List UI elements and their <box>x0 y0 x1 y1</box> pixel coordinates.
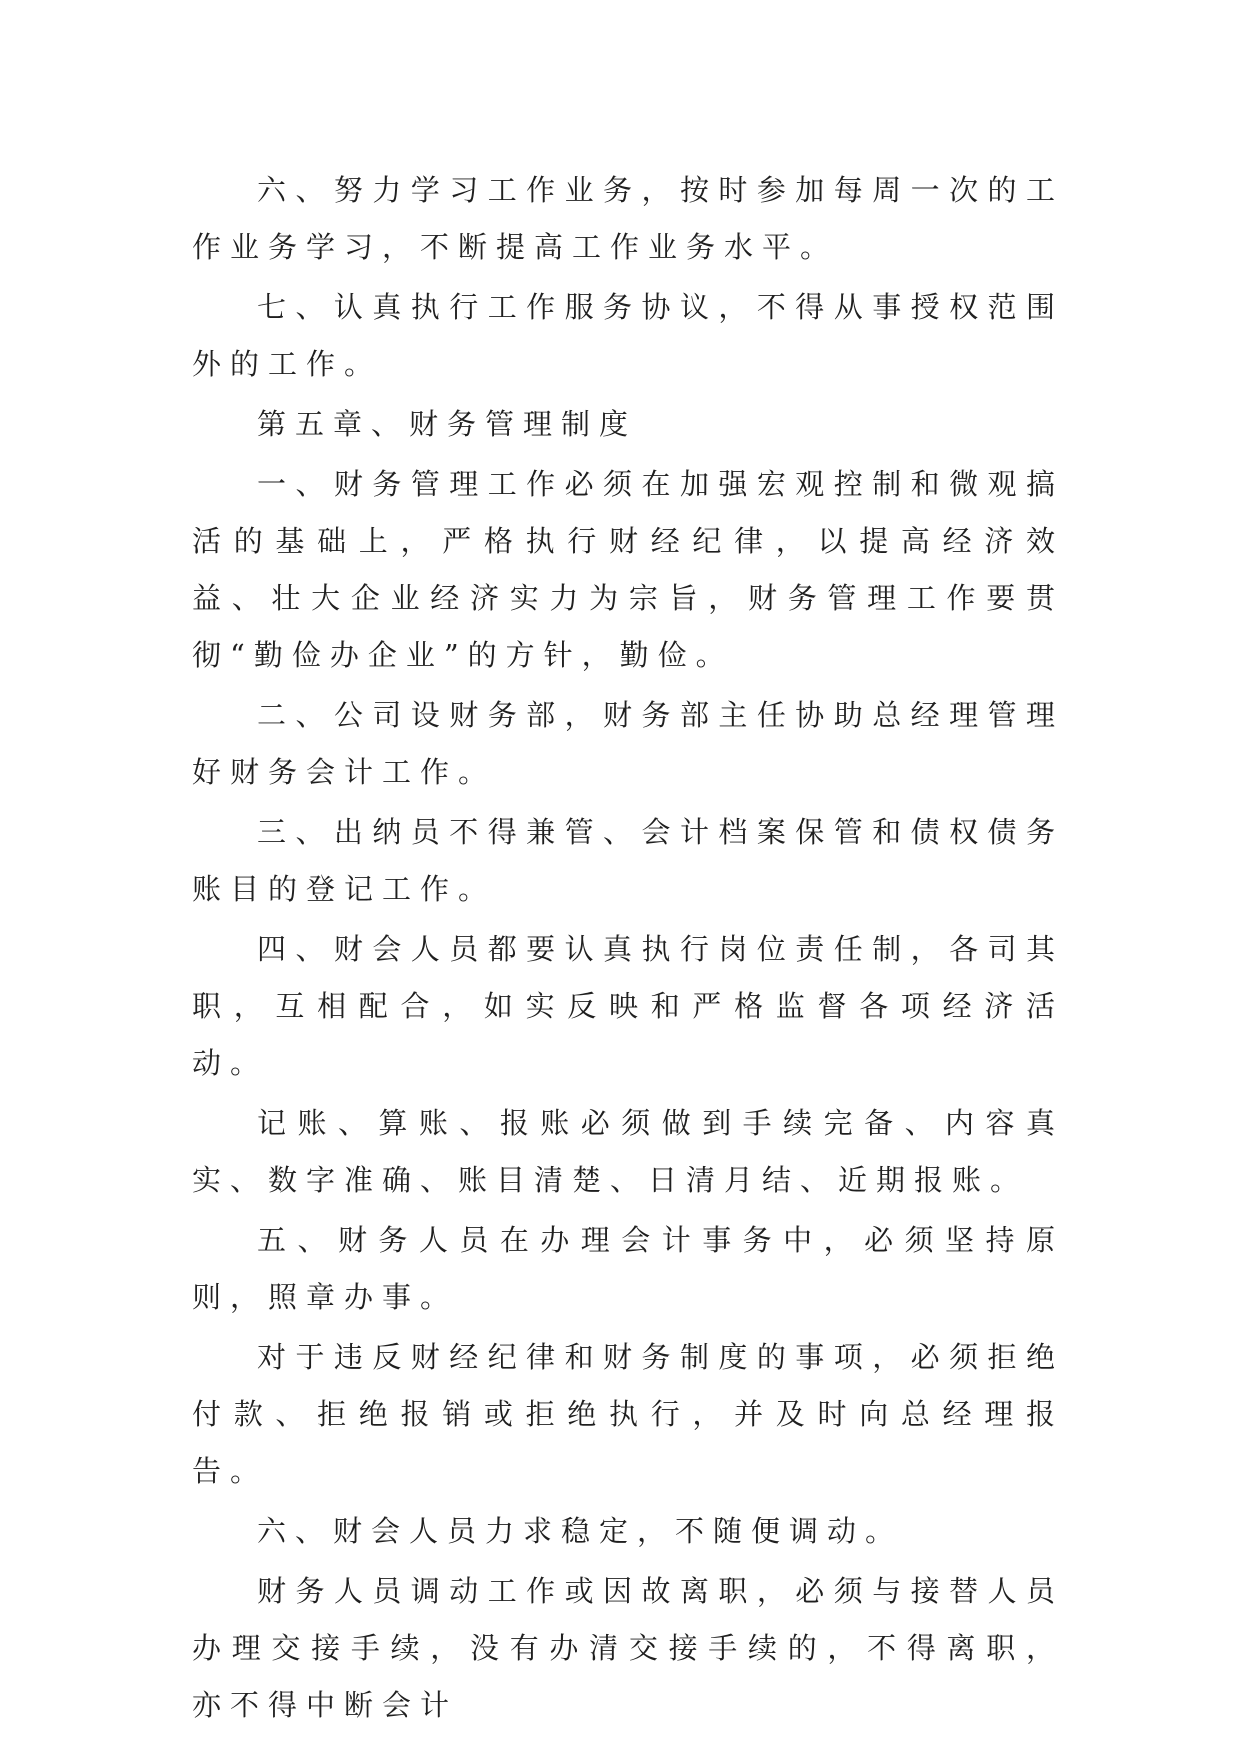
document-body <box>192 162 1064 1737</box>
paragraph: 五、财务人员在办理会计事务中，必须坚持原则，照章办事。 <box>192 1223 1064 1314</box>
paragraph: 二、公司设财务部，财务部主任协助总经理管理好财务会计工作。 <box>192 698 1064 789</box>
paragraph: 一、财务管理工作必须在加强宏观控制和微观搞活的基础上，严格执行财经纪律，以提高经济效益、壮大企业经济实力为宗旨，财务管理工作要贯彻“勤俭办企业”的方针，勤俭。 <box>192 467 1064 672</box>
paragraph: 六、财会人员力求稳定，不随便调动。 <box>257 1514 904 1548</box>
paragraph: 七、认真执行工作服务协议，不得从事授权范围外的工作。 <box>192 290 1064 381</box>
chapter-heading: 第五章、财务管理制度 <box>257 407 638 441</box>
paragraph: 六、努力学习工作业务，按时参加每周一次的工作业务学习，不断提高工作业务水平。 <box>192 173 1064 264</box>
paragraph: 记账、算账、报账必须做到手续完备、内容真实、数字准确、账目清楚、日清月结、近期报账。 <box>192 1106 1064 1197</box>
paragraph: 四、财会人员都要认真执行岗位责任制，各司其职，互相配合，如实反映和严格监督各项经济活动。 <box>192 932 1064 1080</box>
paragraph: 三、出纳员不得兼管、会计档案保管和债权债务账目的登记工作。 <box>192 815 1064 906</box>
paragraph: 财务人员调动工作或因故离职，必须与接替人员办理交接手续，没有办清交接手续的，不得离职，亦不得中断会计 <box>192 1574 1064 1722</box>
paragraph: 对于违反财经纪律和财务制度的事项，必须拒绝付款、拒绝报销或拒绝执行，并及时向总经理报告。 <box>192 1340 1064 1488</box>
